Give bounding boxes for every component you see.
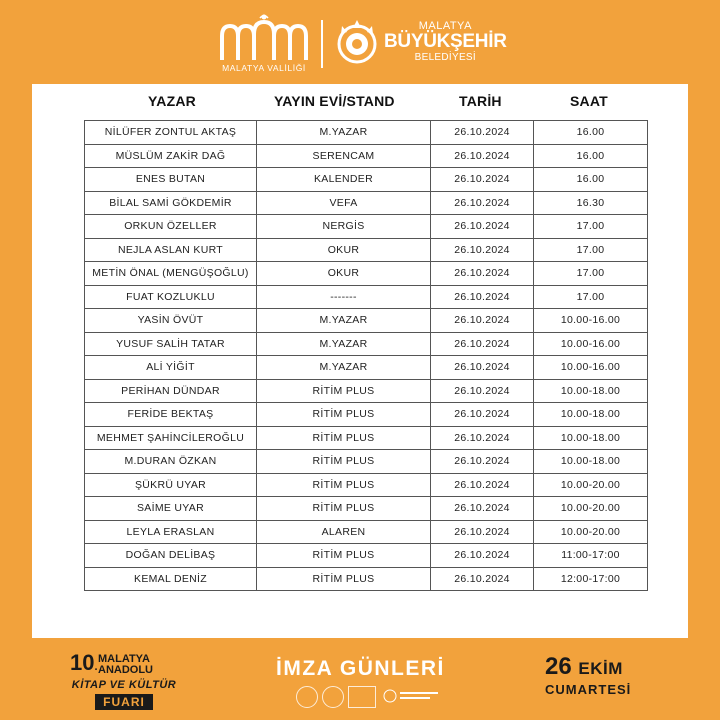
date-cell: 26.10.2024	[431, 168, 534, 192]
publisher-cell: NERGİS	[257, 215, 431, 239]
table-row	[85, 450, 648, 474]
table-row	[85, 309, 648, 333]
author-cell: MÜSLÜM ZAKİR DAĞ	[85, 144, 257, 168]
time-cell: 10.00-16.00	[534, 356, 648, 380]
publisher-cell: RİTİM PLUS	[257, 450, 431, 474]
date-cell: 26.10.2024	[431, 497, 534, 521]
publisher-cell: M.YAZAR	[257, 332, 431, 356]
table-row	[85, 332, 648, 356]
table-row	[85, 356, 648, 380]
date-cell: 26.10.2024	[431, 403, 534, 427]
author-cell: PERİHAN DÜNDAR	[85, 379, 257, 403]
table-row	[85, 144, 648, 168]
date-cell: 26.10.2024	[431, 473, 534, 497]
author-cell: NİLÜFER ZONTUL AKTAŞ	[85, 121, 257, 145]
time-cell: 16.00	[534, 144, 648, 168]
date-cell: 26.10.2024	[431, 450, 534, 474]
fair-line-4: FUARI	[95, 694, 153, 710]
time-cell: 17.00	[534, 215, 648, 239]
event-weekday: CUMARTESİ	[545, 682, 632, 697]
author-cell: KEMAL DENİZ	[85, 567, 257, 591]
date-cell: 26.10.2024	[431, 567, 534, 591]
publisher-cell: OKUR	[257, 262, 431, 286]
date-cell: 26.10.2024	[431, 356, 534, 380]
valilik-emblem-icon	[218, 14, 310, 62]
author-cell: METİN ÖNAL (MENGÜŞOĞLU)	[85, 262, 257, 286]
table-row	[85, 191, 648, 215]
author-cell: MEHMET ŞAHİNCİLEROĞLU	[85, 426, 257, 450]
date-cell: 26.10.2024	[431, 191, 534, 215]
author-cell: NEJLA ASLAN KURT	[85, 238, 257, 262]
time-cell: 10.00-20.00	[534, 473, 648, 497]
table-row	[85, 121, 648, 145]
table-row	[85, 168, 648, 192]
author-cell: YASİN ÖVÜT	[85, 309, 257, 333]
column-header-author: YAZAR	[148, 93, 196, 109]
municipality-name	[384, 20, 507, 63]
date-cell: 26.10.2024	[431, 544, 534, 568]
publisher-cell: ALAREN	[257, 520, 431, 544]
author-cell: ŞÜKRÜ UYAR	[85, 473, 257, 497]
author-cell: SAİME UYAR	[85, 497, 257, 521]
time-cell: 10.00-18.00	[534, 450, 648, 474]
event-date-line	[545, 654, 623, 682]
fair-line-1: MALATYA	[98, 653, 150, 665]
date-cell: 26.10.2024	[431, 144, 534, 168]
table-row	[85, 285, 648, 309]
publisher-cell: RİTİM PLUS	[257, 567, 431, 591]
municipality-line-3: BELEDİYESİ	[414, 52, 476, 63]
time-cell: 16.00	[534, 121, 648, 145]
book-fair-logo	[64, 652, 184, 714]
fair-line-4-wrap	[64, 693, 184, 709]
table-row	[85, 215, 648, 239]
municipality-line-2: BÜYÜKŞEHİR	[384, 31, 507, 52]
table-row	[85, 520, 648, 544]
column-header-time: SAAT	[570, 93, 608, 109]
publisher-cell: VEFA	[257, 191, 431, 215]
time-cell: 10.00-16.00	[534, 332, 648, 356]
publisher-cell: -------	[257, 285, 431, 309]
date-cell: 26.10.2024	[431, 332, 534, 356]
fair-number-wrap	[70, 652, 98, 678]
publisher-cell: KALENDER	[257, 168, 431, 192]
fair-number: 10	[70, 650, 95, 675]
event-month: EKİM	[578, 659, 623, 678]
event-title: İMZA GÜNLERİ	[276, 657, 445, 680]
municipality-emblem-icon	[334, 18, 380, 66]
date-cell: 26.10.2024	[431, 309, 534, 333]
time-cell: 17.00	[534, 238, 648, 262]
table-row	[85, 497, 648, 521]
time-cell: 10.00-20.00	[534, 497, 648, 521]
author-cell: ENES BUTAN	[85, 168, 257, 192]
sponsor-badge-icon	[348, 686, 376, 708]
valilik-logo	[214, 14, 314, 78]
publisher-cell: OKUR	[257, 238, 431, 262]
valilik-caption: MALATYA VALİLİĞİ	[222, 63, 306, 73]
author-cell: DOĞAN DELİBAŞ	[85, 544, 257, 568]
fair-name-lines	[98, 654, 153, 676]
table-body	[85, 121, 648, 591]
signing-schedule-table	[84, 120, 648, 591]
publisher-cell: M.YAZAR	[257, 356, 431, 380]
column-header-date: TARİH	[459, 93, 502, 109]
author-cell: LEYLA ERASLAN	[85, 520, 257, 544]
time-cell: 10.00-16.00	[534, 309, 648, 333]
author-cell: ALİ YİĞİT	[85, 356, 257, 380]
fair-number-suffix: .	[94, 661, 98, 673]
publisher-cell: M.YAZAR	[257, 309, 431, 333]
header-divider	[321, 20, 323, 68]
event-day: 26	[545, 653, 572, 680]
time-cell: 17.00	[534, 285, 648, 309]
author-cell: ORKUN ÖZELLER	[85, 215, 257, 239]
author-cell: FERİDE BEKTAŞ	[85, 403, 257, 427]
sponsor-logos	[296, 686, 446, 708]
date-cell: 26.10.2024	[431, 121, 534, 145]
fair-line-3: KİTAP VE KÜLTÜR	[71, 679, 177, 691]
time-cell: 16.30	[534, 191, 648, 215]
column-header-publisher: YAYIN EVİ/STAND	[274, 93, 395, 109]
publisher-cell: SERENCAM	[257, 144, 431, 168]
time-cell: 10.00-18.00	[534, 403, 648, 427]
publisher-cell: RİTİM PLUS	[257, 473, 431, 497]
date-cell: 26.10.2024	[431, 238, 534, 262]
table-row	[85, 238, 648, 262]
time-cell: 10.00-18.00	[534, 379, 648, 403]
table-row	[85, 567, 648, 591]
time-cell: 11:00-17:00	[534, 544, 648, 568]
time-cell: 17.00	[534, 262, 648, 286]
publisher-cell: RİTİM PLUS	[257, 379, 431, 403]
date-cell: 26.10.2024	[431, 285, 534, 309]
time-cell: 16.00	[534, 168, 648, 192]
publisher-cell: RİTİM PLUS	[257, 497, 431, 521]
date-cell: 26.10.2024	[431, 215, 534, 239]
table-row	[85, 262, 648, 286]
publisher-cell: RİTİM PLUS	[257, 403, 431, 427]
sponsor-seal-icon	[322, 686, 344, 708]
time-cell: 12:00-17:00	[534, 567, 648, 591]
author-cell: FUAT KOZLUKLU	[85, 285, 257, 309]
date-cell: 26.10.2024	[431, 426, 534, 450]
publisher-cell: M.YAZAR	[257, 121, 431, 145]
header	[0, 0, 720, 84]
table-row	[85, 544, 648, 568]
time-cell: 10.00-20.00	[534, 520, 648, 544]
date-cell: 26.10.2024	[431, 520, 534, 544]
table-row	[85, 379, 648, 403]
date-cell: 26.10.2024	[431, 262, 534, 286]
time-cell: 10.00-18.00	[534, 426, 648, 450]
publisher-cell: RİTİM PLUS	[257, 544, 431, 568]
fair-line-2: ANADOLU	[98, 664, 153, 676]
sponsor-seal-icon	[296, 686, 318, 708]
table-row	[85, 403, 648, 427]
author-cell: YUSUF SALİH TATAR	[85, 332, 257, 356]
table-row	[85, 473, 648, 497]
author-cell: BİLAL SAMİ GÖKDEMİR	[85, 191, 257, 215]
author-cell: M.DURAN ÖZKAN	[85, 450, 257, 474]
date-cell: 26.10.2024	[431, 379, 534, 403]
sponsor-text-logo-icon	[382, 686, 442, 706]
municipality-line-1: MALATYA	[418, 20, 472, 32]
table-row	[85, 426, 648, 450]
publisher-cell: RİTİM PLUS	[257, 426, 431, 450]
